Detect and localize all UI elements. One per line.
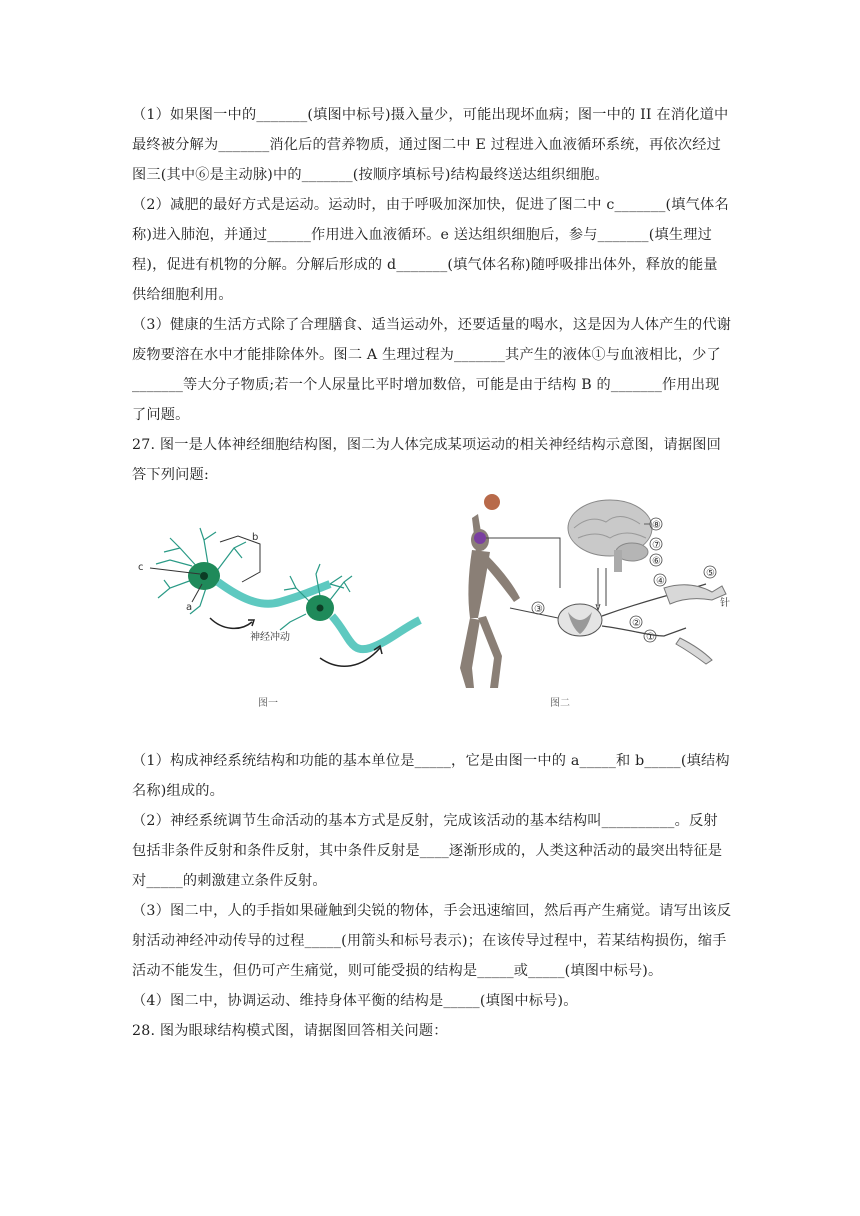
- spinal-cord: [558, 604, 602, 636]
- label-3: ③: [534, 604, 543, 615]
- question-26-part-2: （2）减肥的最好方式是运动。运动时，由于呼吸加深加快，促进了图二中 c_______(填气体名称)进入肺泡，并通过______作用进入血液循环。e 送达组织细胞后，参与_______(填生理过程)，促进有机物的分解。分解后形成的 d_______(填气体名称)随呼吸排出体外，释放的能量供给细胞利用。: [132, 197, 729, 303]
- figure2-caption: 图二: [550, 698, 570, 709]
- question-26-part-1: （1）如果图一中的_______(填图中标号)摄入量少，可能出现坏血病；图一中的 II 在消化道中最终被分解为_______消化后的营养物质，通过图二中 E 过程进入血液循环系统，再依次经过图三(其中⑥是主动脉)中的_______(按顺序填标号)结构最终送达组织细胞。: [132, 107, 729, 183]
- label-1: ①: [646, 632, 655, 643]
- label-c: c: [138, 562, 144, 573]
- neuron-figure: [130, 518, 430, 718]
- question-27-part-1: （1）构成神经系统结构和功能的基本单位是_____，它是由图一中的 a_____和 b_____(填结构名称)组成的。: [132, 753, 730, 799]
- question-27-intro: 27. 图一是人体神经细胞结构图，图二为人体完成某项运动的相关神经结构示意图，请据图回答下列问题:: [132, 437, 721, 483]
- question-26-part-3: （3）健康的生活方式除了合理膳食、适当运动外，还要适量的喝水，这是因为人体产生的代谢废物要溶在水中才能排除体外。图二 A 生理过程为_______其产生的液体①与血液相比，少了_______等大分子物质;若一个人尿量比平时增加数倍，可能是由于结构 B 的_______作用出现了问题。: [132, 317, 732, 423]
- label-6: ⑥: [652, 556, 661, 567]
- figure1-caption: 图一: [258, 698, 278, 709]
- label-8: ⑧: [652, 520, 661, 531]
- ball: [484, 494, 500, 510]
- arm-upper: [664, 585, 726, 604]
- label-b: b: [252, 532, 259, 543]
- label-4: ④: [656, 576, 665, 587]
- reflex-figure: [450, 488, 740, 718]
- brain: [568, 500, 652, 572]
- nucleus-1: [200, 572, 208, 580]
- question-27-part-3: （3）图二中，人的手指如果碰触到尖锐的物体，手会迅速缩回，然后再产生痛觉。请写出该反射活动神经冲动传导的过程_____(用箭头和标号表示)；在该传导过程中，若某结构损伤，缩手活动不能发生，但仍可产生痛觉，则可能受损的结构是_____或_____(填图中标号)。: [132, 903, 732, 979]
- impulse-arrow-1: [210, 618, 252, 628]
- brainstem: [614, 550, 622, 572]
- bottom-text-block: [132, 746, 732, 1046]
- label-2: ②: [632, 618, 641, 629]
- top-text-block: [132, 100, 732, 490]
- axon-2: [332, 616, 420, 649]
- label-a: a: [186, 602, 193, 613]
- player-brain: [474, 532, 486, 544]
- question-28-intro: 28. 图为眼球结构模式图，请据图回答相关问题：: [132, 1023, 448, 1039]
- arm-muscle: [676, 638, 712, 664]
- label-7: ⑦: [652, 540, 661, 551]
- label-5: ⑤: [706, 568, 715, 579]
- player-silhouette: [460, 514, 520, 688]
- label-needle: 针: [720, 598, 730, 609]
- question-27-part-4: （4）图二中，协调运动、维持身体平衡的结构是_____(填图中标号)。: [132, 993, 578, 1009]
- label-impulse: 神经冲动: [250, 632, 290, 643]
- question-27-part-2: （2）神经系统调节生命活动的基本方式是反射，完成该活动的基本结构叫__________。反射包括非条件反射和条件反射，其中条件反射是____逐渐形成的，人类这种活动的最突出特征是对_____的刺激建立条件反射。: [132, 813, 723, 889]
